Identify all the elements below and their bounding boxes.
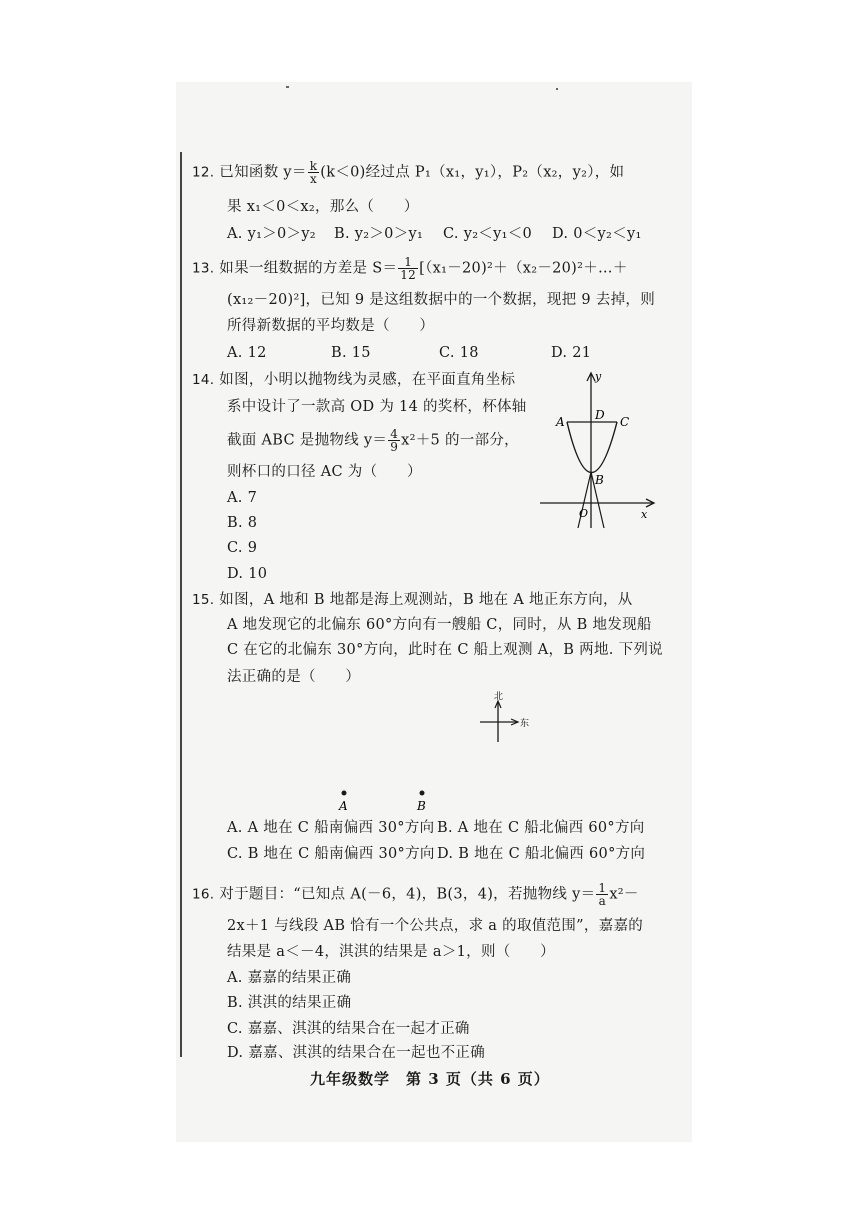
binding-margin-line [180, 152, 182, 1057]
question-stem: 系中设计了一款高 OD 为 14 的奖杯，杯体轴 [227, 399, 527, 415]
question-stem: 截面 ABC 是抛物线 y＝ [227, 432, 388, 449]
option-b: B. A 地在 C 船北偏西 60°方向 [437, 820, 645, 836]
fraction: $\frac{1}{12}$ [400, 255, 417, 282]
question-stem: 所得新数据的平均数是（ ） [227, 318, 435, 334]
point-a-label: A [339, 799, 348, 813]
question-number: 14. [192, 372, 215, 388]
label-b: B [595, 473, 604, 487]
option-b: B. 淇淇的结果正确 [227, 995, 352, 1011]
fraction: $\frac{1}{a}$ [598, 881, 607, 908]
question-stem: 法正确的是（ ） [227, 669, 361, 685]
question-stem: 则杯口的口径 AC 为（ ） [227, 464, 422, 480]
question-stem: (k＜0)经过点 P₁（x₁，y₁），P₂（x₂，y₂），如 [320, 164, 625, 181]
question-number: 15. [192, 592, 215, 608]
option-d: D. 嘉嘉、淇淇的结果合在一起也不正确 [227, 1045, 486, 1061]
compass-north-label: 北 [494, 692, 504, 702]
option-d: D. 10 [227, 566, 268, 582]
option-c: C. 嘉嘉、淇淇的结果合在一起才正确 [227, 1021, 470, 1037]
fraction: $\frac{k}{x}$ [309, 159, 318, 186]
fraction: $\frac{4}{9}$ [390, 427, 399, 454]
label-c: C [620, 415, 630, 429]
option-a: A. 7 [227, 490, 258, 506]
question-13 [192, 255, 670, 366]
label-o: O [579, 507, 589, 520]
label-a: A [556, 415, 565, 429]
question-stem: 如图，小明以抛物线为灵感，在平面直角坐标 [219, 372, 516, 388]
question-stem: 2x＋1 与线段 AB 恰有一个公共点，求 a 的取值范围”，嘉嘉的 [227, 918, 644, 934]
question-stem: [（x₁－20)²＋（x₂－20)²＋…＋ [419, 260, 628, 277]
label-x: x [641, 508, 648, 521]
label-y: y [595, 370, 602, 383]
scan-speck [556, 88, 558, 90]
point-b-label: B [417, 799, 426, 813]
question-number: 12. [192, 164, 215, 181]
option-b: B. 15 [331, 345, 371, 361]
point-a-dot [342, 791, 347, 796]
option-a: A. A 地在 C 船南偏西 30°方向 [227, 820, 435, 836]
option-b: B. 8 [227, 515, 258, 531]
point-b-dot [420, 791, 425, 796]
question-12 [192, 159, 670, 250]
option-a: A. y₁＞0＞y₂ [227, 226, 316, 242]
question-stem: 如果一组数据的方差是 S＝ [219, 260, 398, 277]
option-c: C. y₂＜y₁＜0 [443, 226, 533, 242]
question-stem: 如图，A 地和 B 地都是海上观测站，B 地在 A 地正东方向，从 [219, 592, 633, 608]
question-15 [192, 590, 670, 870]
parabola-curve [567, 422, 617, 473]
option-c: C. 9 [227, 540, 258, 556]
question-number: 13. [192, 260, 215, 277]
question-stem: x²－ [609, 886, 639, 903]
option-a: A. 12 [227, 345, 267, 361]
question-stem: x²＋5 的一部分， [401, 432, 519, 449]
page-footer: 九年级数学 第 3 页（共 6 页） [310, 1070, 550, 1088]
option-c: C. B 地在 C 船南偏西 30°方向 [227, 846, 435, 862]
option-d: D. 0＜y₂＜y₁ [552, 226, 642, 242]
question-16 [192, 881, 670, 1062]
trophy-parabola-figure [535, 368, 660, 533]
option-a: A. 嘉嘉的结果正确 [227, 970, 352, 986]
option-d: D. 21 [551, 345, 592, 361]
question-stem: C 在它的北偏东 30°方向，此时在 C 船上观测 A，B 两地. 下列说 [227, 642, 663, 658]
question-stem: 结果是 a＜－4，淇淇的结果是 a＞1，则（ ） [227, 944, 555, 960]
points-figure [330, 785, 440, 815]
scan-speck [286, 86, 289, 88]
label-d: D [595, 408, 605, 422]
question-stem: 果 x₁＜0＜x₂，那么（ ） [227, 199, 419, 215]
option-d: D. B 地在 C 船北偏西 60°方向 [437, 846, 646, 862]
question-stem: A 地发现它的北偏东 60°方向有一艘船 C，同时，从 B 地发现船 [227, 617, 652, 633]
compass-figure [470, 688, 540, 748]
question-number: 16. [192, 886, 215, 903]
question-stem: (x₁₂－20)²]，已知 9 是这组数据中的一个数据，现把 9 去掉，则 [227, 292, 656, 308]
compass-east-label: 东 [520, 719, 530, 729]
question-stem: 对于题目：“已知点 A(－6，4)，B(3，4)，若抛物线 y＝ [219, 886, 596, 903]
option-b: B. y₂＞0＞y₁ [334, 226, 424, 242]
option-c: C. 18 [439, 345, 479, 361]
question-stem: 已知函数 y＝ [219, 164, 307, 181]
